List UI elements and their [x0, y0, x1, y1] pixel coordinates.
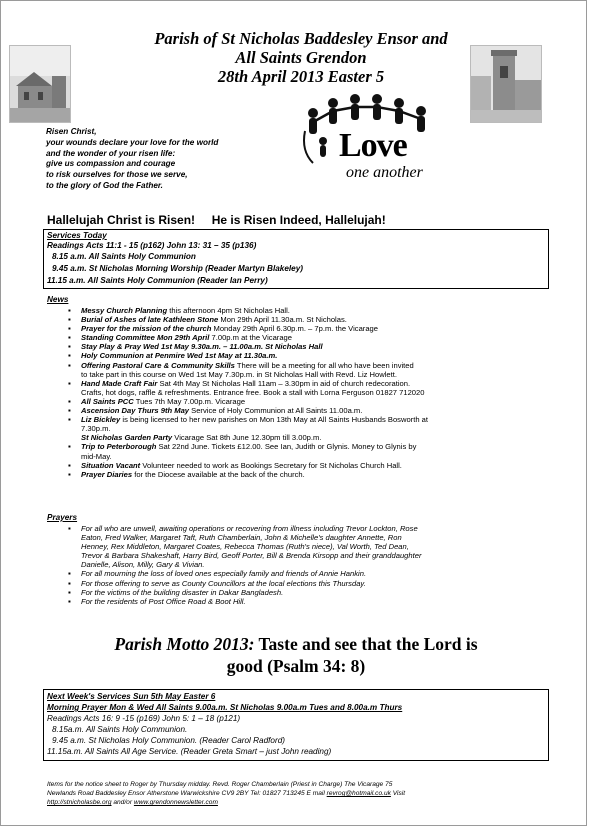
news-item-detail: is being licensed to her new parishes on Mon 13th May at All Saints Husbands Bosworth at	[120, 415, 428, 425]
bullet-icon: ▪	[68, 596, 71, 606]
news-item-detail-cont: to take part in this course on Wed 1st May 7.30p.m. in St Nicholas Hall with Revd. Liz Howlett.	[81, 369, 397, 379]
collect-line: to the glory of God the Father.	[46, 180, 163, 190]
bullet-icon: ▪	[68, 306, 71, 315]
visit-text: Visit	[390, 790, 406, 797]
morning-prayer: Morning Prayer Mon & Wed All Saints 9.00a.m. St Nicholas 9.00a.m Tues and 8.00a.m Thurs	[47, 703, 403, 712]
news-item-title: Prayer Diaries	[81, 469, 133, 479]
motto-text: Taste and see that the Lord is	[254, 634, 478, 654]
news-item-title: Offering Pastoral Care & Community Skills	[81, 360, 235, 370]
bullet-icon: ▪	[68, 406, 71, 416]
news-item	[68, 306, 428, 315]
next-service-item: 9.45 a.m. St Nicholas Holy Communion. (Reader Carol Radford)	[52, 736, 285, 745]
prayer-line: Henney, Rex Middleton, Margaret Coates, Rebecca Thomas (Ruth's niece), Val Worth, Ted Dean,	[81, 542, 409, 552]
bullet-icon: ▪	[68, 315, 71, 325]
news-item-detail: Sat 4th May St Nicholas Hall 11am – 3.30pm in aid of church redecoration.	[157, 378, 411, 388]
service-item: 8.15 a.m. All Saints Holy Communion	[52, 252, 196, 261]
service-item: 11.15 a.m. All Saints Holy Communion (Reader Ian Perry)	[47, 276, 268, 285]
motto-label: Parish Motto 2013:	[114, 634, 255, 654]
news-item-title: Burial of Ashes of late Kathleen Stone	[81, 315, 219, 325]
bullet-icon: ▪	[68, 360, 71, 370]
prayer-line: For all mourning the loss of loved ones especially family and friends of Annie Hankin.	[81, 569, 367, 579]
service-item: 9.45 a.m. St Nicholas Morning Worship (Reader Martyn Blakeley)	[52, 264, 303, 273]
news-item	[68, 324, 428, 334]
news-item	[68, 333, 428, 343]
news-item	[68, 342, 428, 352]
news-item-title: Prayer for the mission of the church	[81, 324, 212, 334]
bullet-icon: ▪	[68, 396, 71, 406]
prayer-item	[68, 524, 422, 570]
news-list	[68, 306, 428, 479]
prayer-line: Danielle, Alison, Milly, Gary & Vivian.	[81, 560, 205, 570]
footer-address: Newlands Road Baddesley Ensor Atherstone Warwickshire CV9 2BY Tel: 01827 713245 E mail	[47, 790, 327, 797]
prayer-item	[68, 578, 421, 588]
news-item-detail: Sat 22nd June. Tickets £12.00. See Ian, Judith or Glynis. Money to Glynis by	[156, 442, 417, 452]
news-item-title: Situation Vacant	[81, 460, 141, 470]
news-heading: News	[47, 295, 69, 304]
bullet-icon: ▪	[68, 469, 71, 479]
news-item-detail: for the Diocese available at the back of the church.	[132, 469, 305, 479]
readings-today: Readings Acts 11:1 - 15 (p162) John 13: 31 – 35 (p136)	[47, 241, 257, 250]
news-item-title: All Saints PCC	[81, 396, 134, 406]
news-item-title: Stay Play & Pray Wed 1st May 9.30a.m. – 11.00a.m. St Nicholas Hall	[81, 342, 323, 352]
logo-one-another: one another	[346, 164, 423, 181]
next-service-item: 11.15a.m. All Saints All Age Service. (Reader Greta Smart – just John reading)	[47, 747, 332, 756]
collect-line: your wounds declare your love for the world	[46, 137, 219, 147]
news-item-detail-cont: 7.30p.m.	[81, 424, 111, 434]
bullet-icon: ▪	[68, 351, 71, 361]
news-item-detail: Vicarage Sat 8th June 12.30pm till 3.00p.m.	[172, 433, 322, 443]
bullet-icon: ▪	[68, 324, 71, 334]
news-item-title: Ascension Day Thurs 9th May	[81, 406, 190, 416]
email-link[interactable]: revrog@hotmail.co.uk	[326, 790, 391, 797]
news-item-title: Holy Communion at Penmire Wed 1st May at 11.30a.m.	[81, 351, 278, 361]
title-line-1: Parish of St Nicholas Baddesley Ensor and	[154, 29, 448, 48]
prayer-line: For those offering to serve as County Councillors at the local elections this Thursday.	[81, 578, 366, 588]
prayer-line: Eaton, Fred Walker, Margaret Taft, Ruth Chamberlain, John & Michelle's daughter Annette, Ron	[81, 533, 402, 543]
news-item	[68, 460, 428, 470]
easter-acclamation: Hallelujah Christ is Risen! He is Risen Indeed, Hallelujah!	[47, 213, 386, 227]
bullet-icon: ▪	[68, 378, 71, 388]
news-item-detail: Volunteer needed to work as Bookings Secretary for St Nicholas Church Hall.	[140, 460, 402, 470]
readings-next-week: Readings Acts 16: 9 -15 (p169) John 5: 1 – 18 (p121)	[47, 714, 241, 723]
news-item-detail: Service of Holy Communion at All Saints 11.00a.m.	[189, 406, 363, 416]
title-line-3: 28th April 2013 Easter 5	[217, 67, 385, 86]
andor-text: and/or	[111, 799, 134, 806]
grendon-newsletter-link[interactable]: www.grendonnewsletter.com	[133, 799, 218, 806]
news-item-detail: Mon 29th April 11.30a.m. St Nicholas.	[218, 315, 347, 325]
st-nicholas-church-photo	[9, 45, 71, 123]
news-item-detail: Monday 29th April 6.30p.m. – 7p.m. the Vicarage	[211, 324, 378, 334]
news-item-title: Hand Made Craft Fair	[81, 378, 158, 388]
footer-contact	[47, 780, 547, 807]
news-item-detail: 7.00p.m at the Vicarage	[209, 333, 293, 343]
news-item-detail: this afternoon 4pm St Nicholas Hall.	[167, 306, 290, 315]
bullet-icon: ▪	[68, 524, 71, 533]
services-today-heading: Services Today	[47, 231, 107, 240]
news-item-title: Messy Church Planning	[81, 306, 168, 315]
prayer-item	[68, 596, 421, 606]
bullet-icon: ▪	[68, 587, 71, 597]
news-item-title: Liz Bickley	[81, 415, 121, 425]
collect-line: and the wonder of your risen life:	[46, 148, 176, 158]
prayer-item	[68, 569, 421, 579]
bullet-icon: ▪	[68, 460, 71, 470]
news-item	[68, 315, 428, 325]
bullet-icon: ▪	[68, 333, 71, 343]
bullet-icon: ▪	[68, 415, 71, 425]
parish-title	[71, 29, 531, 86]
bullet-icon: ▪	[68, 569, 71, 579]
prayer-line: For the victims of the building disaster in Dakar Bangladesh.	[81, 587, 284, 597]
news-item-title: Standing Committee Mon 29th April	[81, 333, 210, 343]
news-item	[68, 378, 428, 397]
prayer-line: For all who are unwell, awaiting operations or recovering from illness including Trevor Lockton, Rose	[81, 524, 418, 533]
collect-line: give us compassion and courage	[46, 159, 176, 169]
prayers-list	[68, 524, 422, 606]
next-service-item: 8.15a.m. All Saints Holy Communion.	[52, 725, 188, 734]
collect-prayer	[46, 127, 218, 192]
collect-line: Risen Christ,	[46, 127, 97, 136]
next-week-box	[43, 689, 549, 761]
prayer-line: Trevor & Barbara Shakeshaft, Harry Bird, Geoff Porter, Bill & Brenda Kirsopp and their granddaughter	[81, 551, 422, 561]
footer-line-1: Items for the notice sheet to Roger by Thursday midday. Revd. Roger Chamberlain (Priest in Charge) The Vicarage 75	[47, 781, 393, 788]
news-item-detail: There will be a meeting for all who have been invited	[234, 360, 414, 370]
services-today-box	[43, 229, 549, 289]
footer-line-3	[47, 798, 547, 807]
bullet-icon: ▪	[68, 578, 71, 588]
news-item	[68, 406, 428, 416]
news-item-title: Trip to Peterborough	[81, 442, 157, 452]
news-item	[81, 433, 428, 442]
collect-line: to risk ourselves for those we serve,	[46, 170, 188, 180]
news-item-detail-cont: mid-May.	[81, 451, 112, 461]
next-week-heading: Next Week's Services Sun 5th May Easter 6	[47, 692, 216, 701]
parish-motto	[61, 633, 531, 677]
bullet-icon: ▪	[68, 342, 71, 352]
prayer-item	[68, 587, 421, 597]
news-item-detail-cont: Crafts, hot dogs, raffle & refreshments. Entrance free. Book a stall with Lorna Ferguson 01827 712020	[81, 387, 425, 397]
bullet-icon: ▪	[68, 442, 71, 452]
logo-love-word: Love	[339, 127, 407, 164]
motto-line-1	[61, 633, 531, 655]
prayer-line: For the residents of Post Office Road & Boot Hill.	[81, 596, 246, 606]
footer-line-2	[47, 789, 547, 798]
news-item	[68, 360, 428, 379]
stnicholas-website-link[interactable]: http://stnicholasbe.org	[47, 799, 112, 806]
news-item-detail: Tues 7th May 7.00p.m. Vicarage	[133, 396, 246, 406]
title-line-2: All Saints Grendon	[235, 48, 367, 67]
news-item	[68, 469, 428, 479]
prayers-heading: Prayers	[47, 513, 78, 522]
news-item	[68, 442, 428, 461]
motto-line-2: good (Psalm 34: 8)	[226, 656, 366, 676]
news-item	[68, 415, 428, 434]
news-item	[68, 351, 428, 361]
news-item	[68, 396, 428, 406]
news-item-title: St Nicholas Garden Party	[81, 433, 173, 443]
